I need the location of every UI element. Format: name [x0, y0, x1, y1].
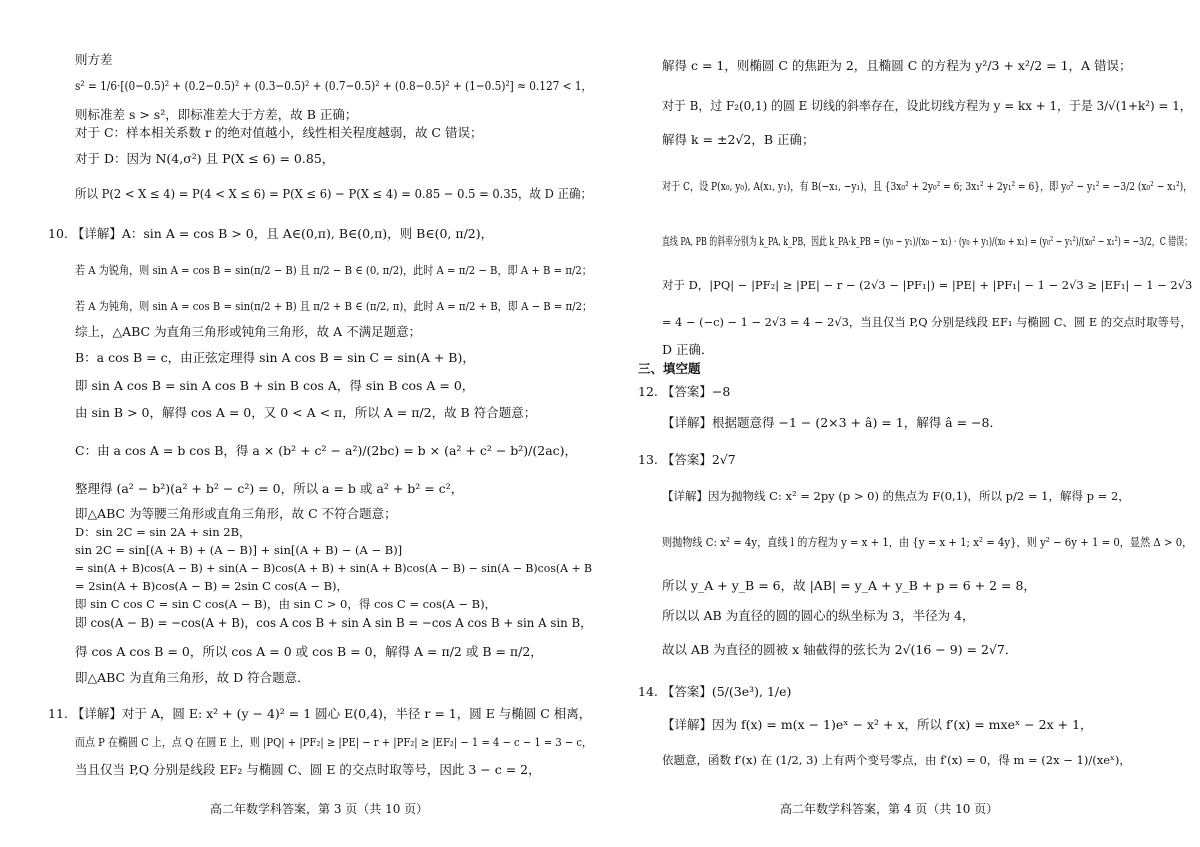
text-line: 故以 AB 为直径的圆被 x 轴截得的弦长为 2√(16 − 9) = 2√7． — [662, 642, 1018, 657]
text-line: 得 cos A cos B = 0，所以 cos A = 0 或 cos B = 0，解得 A = π/2 或 B = π/2， — [75, 644, 543, 659]
text-line: 由 sin B > 0，解得 cos A = 0，又 0 < A < π，所以 A = π/2，故 B 符合题意； — [75, 405, 537, 420]
text-line: 【详解】根据题意得 −1 − (2×3 + â) = 1，解得 â = −8． — [662, 415, 1002, 430]
text-line: 则方差 — [75, 52, 113, 67]
text-line: 12. 【答案】−8 — [638, 384, 731, 399]
text-line: 所以 P(2 < X ≤ 4) = P(4 < X ≤ 6) = P(X ≤ 6) − P(X ≤ 4) = 0.85 − 0.5 = 0.35，故 D 正确； — [75, 186, 592, 201]
text-line: 依题意，函数 f′(x) 在 (1/2, 3) 上有两个变号零点，由 f′(x) = 0，得 m = (2x − 1)/(xeˣ)， — [662, 753, 1131, 767]
text-line: D：sin 2C = sin 2A + sin 2B， — [75, 525, 251, 539]
text-line: 若 A 为锐角，则 sin A = cos B = sin(π/2 − B) 且 π/2 − B ∈ (0, π/2)，此时 A = π/2 − B，即 A + B = π/2； — [75, 263, 592, 277]
section-heading: 三、填空题 — [638, 361, 701, 376]
text-line: 而点 P 在椭圆 C 上，点 Q 在圆 E 上，则 |PQ| + |PF₂| ≥ |PE| − r + |PF₂| ≥ |EF₂| − 1 = 4 − c − 1 = 3 − c， — [75, 735, 592, 749]
text-line: 所以以 AB 为直径的圆的圆心的纵坐标为 3，半径为 4， — [662, 608, 975, 623]
text-line: 整理得 (a² − b²)(a² + b² − c²) = 0，所以 a = b 或 a² + b² = c²， — [75, 481, 464, 496]
text-line: 解得 k = ±2√2，B 正确； — [662, 132, 815, 147]
text-line: 即 cos(A − B) = −cos(A + B)，cos A cos B + sin A sin B = −cos A cos B + sin A sin B， — [75, 615, 592, 630]
text-line: D 正确． — [662, 342, 714, 357]
text-line: 对于 D，|PQ| − |PF₂| ≥ |PE| − r − (2√3 − |PF₁|) = |PE| + |PF₁| − 1 − 2√3 ≥ |EF₁| − 1 − 2√3 — [662, 278, 1193, 292]
text-line: 对于 B，过 F₂(0,1) 的圆 E 切线的斜率存在，设此切线方程为 y = kx + 1，于是 3/√(1+k²) = 1， — [662, 98, 1192, 113]
text-line: sin 2C = sin[(A + B) + (A − B)] + sin[(A + B) − (A − B)] — [75, 543, 403, 557]
text-line: = 2sin(A + B)cos(A − B) = 2sin C cos(A − B)， — [75, 579, 349, 593]
text-line: s² = 1/6·[(0−0.5)² + (0.2−0.5)² + (0.3−0.5)² + (0.7−0.5)² + (0.8−0.5)² + (1−0.5)²] ≈ 0.127 < 1， — [75, 78, 593, 93]
text-line: 解得 c = 1，则椭圆 C 的焦距为 2，且椭圆 C 的方程为 y²/3 + x²/2 = 1，A 错误； — [662, 58, 1132, 73]
text-line: 即 sin C cos C = sin C cos(A − B)，由 sin C > 0，得 cos C = cos(A − B)， — [75, 597, 497, 611]
text-line: 13. 【答案】2√7 — [638, 452, 736, 467]
text-line: B：a cos B = c，由正弦定理得 sin A cos B = sin C = sin(A + B)， — [75, 350, 475, 365]
text-line: 即△ABC 为直角三角形，故 D 符合题意． — [75, 670, 310, 685]
text-line: 对于 C，设 P(x₀, y₀), A(x₁, y₁)，有 B(−x₁, −y₁)，且 {3x₀² + 2y₀² = 6; 3x₁² + 2y₁² = 6}，即 y₀² − y₁² = −3/2 (x₀² − x₁²)， — [662, 179, 1193, 193]
text-line: 14. 【答案】(5/(3e³), 1/e) — [638, 684, 792, 699]
text-line: 对于 D：因为 N(4,σ²) 且 P(X ≤ 6) = 0.85， — [75, 151, 335, 166]
page-footer: 高二年数学科答案，第 3 页（共 10 页） — [210, 802, 429, 816]
page-footer: 高二年数学科答案，第 4 页（共 10 页） — [780, 802, 999, 816]
text-line: 综上，△ABC 为直角三角形或钝角三角形，故 A 不满足题意； — [75, 324, 422, 339]
text-line: 则抛物线 C: x² = 4y，直线 l 的方程为 y = x + 1，由 {y = x + 1; x² = 4y}，则 y² − 6y + 1 = 0，显然 Δ > 0， — [662, 535, 1193, 549]
text-line: 则标准差 s > s²，即标准差大于方差，故 B 正确； — [75, 107, 358, 122]
text-line: 【详解】因为抛物线 C: x² = 2py (p > 0) 的焦点为 F(0,1)，所以 p/2 = 1，解得 p = 2， — [662, 489, 1130, 503]
text-line: C：由 a cos A = b cos B，得 a × (b² + c² − a²)/(2bc) = b × (a² + c² − b²)/(2ac)， — [75, 443, 578, 458]
text-line: 【详解】因为 f(x) = m(x − 1)eˣ − x² + x，所以 f′(x) = mxeˣ − 2x + 1， — [662, 717, 1093, 732]
text-line: = 4 − (−c) − 1 − 2√3 = 4 − 2√3，当且仅当 P,Q 分别是线段 EF₁ 与椭圆 C、圆 E 的交点时取等号， — [662, 315, 1192, 329]
text-line: 即 sin A cos B = sin A cos B + sin B cos A，得 sin B cos A = 0， — [75, 378, 475, 393]
text-line: 若 A 为钝角，则 sin A = cos B = sin(π/2 + B) 且 π/2 + B ∈ (π/2, π)，此时 A = π/2 + B，即 A − B = π/2； — [75, 299, 593, 313]
text-line: 即△ABC 为等腰三角形或直角三角形，故 C 不符合题意； — [75, 506, 397, 521]
text-line: 10. 【详解】A：sin A = cos B > 0，且 A∈(0,π), B∈(0,π)，则 B∈(0, π/2)， — [48, 226, 494, 241]
text-line: 直线 PA, PB 的斜率分别为 k_PA, k_PB，因此 k_PA·k_PB = (y₀ − y₁)/(x₀ − x₁) · (y₀ + y₁)/(x₀ + x₁) = (y₀² − y₁²)/(x₀² − x₁²) = −3/2，C 错误； — [662, 234, 1192, 248]
text-line: 11. 【详解】对于 A，圆 E: x² + (y − 4)² = 1 圆心 E(0,4)，半径 r = 1，圆 E 与椭圆 C 相离， — [48, 706, 592, 721]
text-line: 所以 y_A + y_B = 6，故 |AB| = y_A + y_B + p = 6 + 2 = 8， — [662, 578, 1036, 593]
text-line: = sin(A + B)cos(A − B) + sin(A − B)cos(A + B) + sin(A + B)cos(A − B) − sin(A − B)cos(A + B — [75, 561, 593, 575]
right-page — [600, 0, 1200, 847]
text-line: 当且仅当 P,Q 分别是线段 EF₂ 与椭圆 C、圆 E 的交点时取等号，因此 3 − c = 2， — [75, 762, 541, 777]
text-line: 对于 C：样本相关系数 r 的绝对值越小，线性相关程度越弱，故 C 错误； — [75, 125, 483, 140]
